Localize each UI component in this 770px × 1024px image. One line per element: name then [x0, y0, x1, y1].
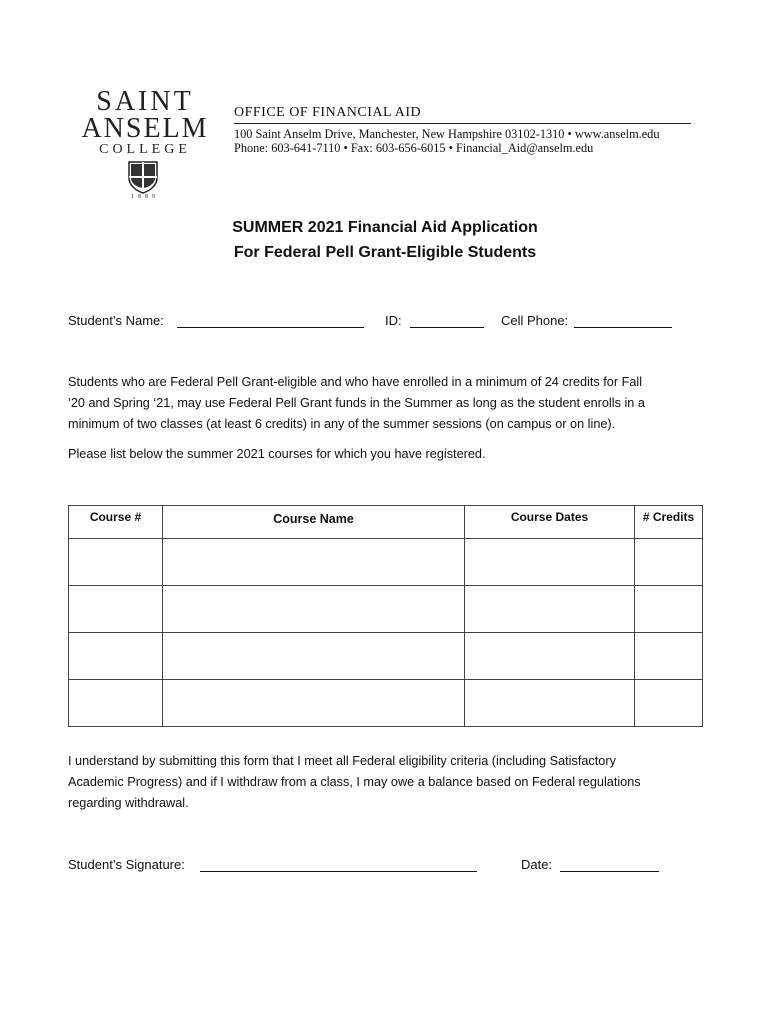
form-title: SUMMER 2021 Financial Aid Application	[232, 219, 538, 236]
date-label: Date:	[521, 857, 553, 872]
course-name-cell[interactable]	[163, 633, 465, 680]
course-number-cell[interactable]	[69, 680, 163, 727]
acknowledgement-line: Academic Progress) and if I withdraw from a class, I may owe a balance based on Federal regulations	[68, 775, 641, 789]
course-table	[68, 505, 703, 727]
table-row	[69, 633, 703, 680]
logo-anselm: ANSELM	[81, 113, 209, 144]
id-label: ID:	[385, 313, 402, 328]
eligibility-line: minimum of two classes (at least 6 credits) in any of the summer sessions (on campus or on line).	[68, 417, 616, 431]
signature-field[interactable]	[200, 871, 477, 872]
office-address: 100 Saint Anselm Drive, Manchester, New Hampshire 03102-1310 • www.anselm.edu	[234, 127, 660, 141]
course-name-cell[interactable]	[163, 680, 465, 727]
credits-cell[interactable]	[635, 539, 703, 586]
office-title: OFFICE OF FINANCIAL AID	[234, 105, 422, 120]
form-subtitle: For Federal Pell Grant-Eligible Students	[233, 244, 537, 261]
acknowledgement-paragraph	[68, 751, 708, 814]
course-dates-cell[interactable]	[465, 539, 635, 586]
table-row	[69, 586, 703, 633]
id-field[interactable]	[410, 327, 484, 328]
logo-saint: SAINT	[96, 86, 194, 117]
student-name-label: Student’s Name:	[68, 313, 164, 328]
logo-year: 1889	[131, 194, 159, 200]
course-instruction-text: Please list below the summer 2021 courses for which you have registered.	[68, 447, 486, 461]
credits-cell[interactable]	[635, 586, 703, 633]
course-number-cell[interactable]	[69, 539, 163, 586]
header-course-name: Course Name	[163, 506, 465, 539]
logo-college: COLLEGE	[99, 142, 191, 157]
course-number-cell[interactable]	[69, 633, 163, 680]
table-row	[69, 680, 703, 727]
eligibility-line: Students who are Federal Pell Grant-eligible and who have enrolled in a minimum of 24 credits for Fall	[68, 375, 643, 389]
acknowledgement-line: regarding withdrawal.	[68, 796, 189, 810]
cell-phone-field[interactable]	[574, 327, 672, 328]
student-name-field[interactable]	[177, 327, 364, 328]
office-contact: Phone: 603-641-7110 • Fax: 603-656-6015 • Financial_Aid@anselm.edu	[234, 141, 594, 155]
shield-crest-icon	[127, 160, 159, 194]
signature-label: Student’s Signature:	[68, 857, 185, 872]
header-course-number: Course #	[69, 506, 163, 539]
course-instruction	[68, 444, 708, 465]
acknowledgement-line: I understand by submitting this form that I meet all Federal eligibility criteria (including Satisfactory	[68, 754, 616, 768]
table-header-row	[69, 506, 703, 539]
credits-cell[interactable]	[635, 680, 703, 727]
eligibility-paragraph	[68, 372, 708, 435]
course-name-cell[interactable]	[163, 586, 465, 633]
course-dates-cell[interactable]	[465, 633, 635, 680]
course-name-cell[interactable]	[163, 539, 465, 586]
header-credits: # Credits	[635, 506, 703, 539]
date-field[interactable]	[560, 871, 659, 872]
table-row	[69, 539, 703, 586]
office-divider	[234, 123, 691, 124]
course-number-cell[interactable]	[69, 586, 163, 633]
course-dates-cell[interactable]	[465, 680, 635, 727]
eligibility-line: ’20 and Spring ‘21, may use Federal Pell Grant funds in the Summer as long as the student enrolls in a	[68, 396, 645, 410]
header-course-dates: Course Dates	[465, 506, 635, 539]
course-dates-cell[interactable]	[465, 586, 635, 633]
credits-cell[interactable]	[635, 633, 703, 680]
cell-phone-label: Cell Phone:	[501, 313, 569, 328]
